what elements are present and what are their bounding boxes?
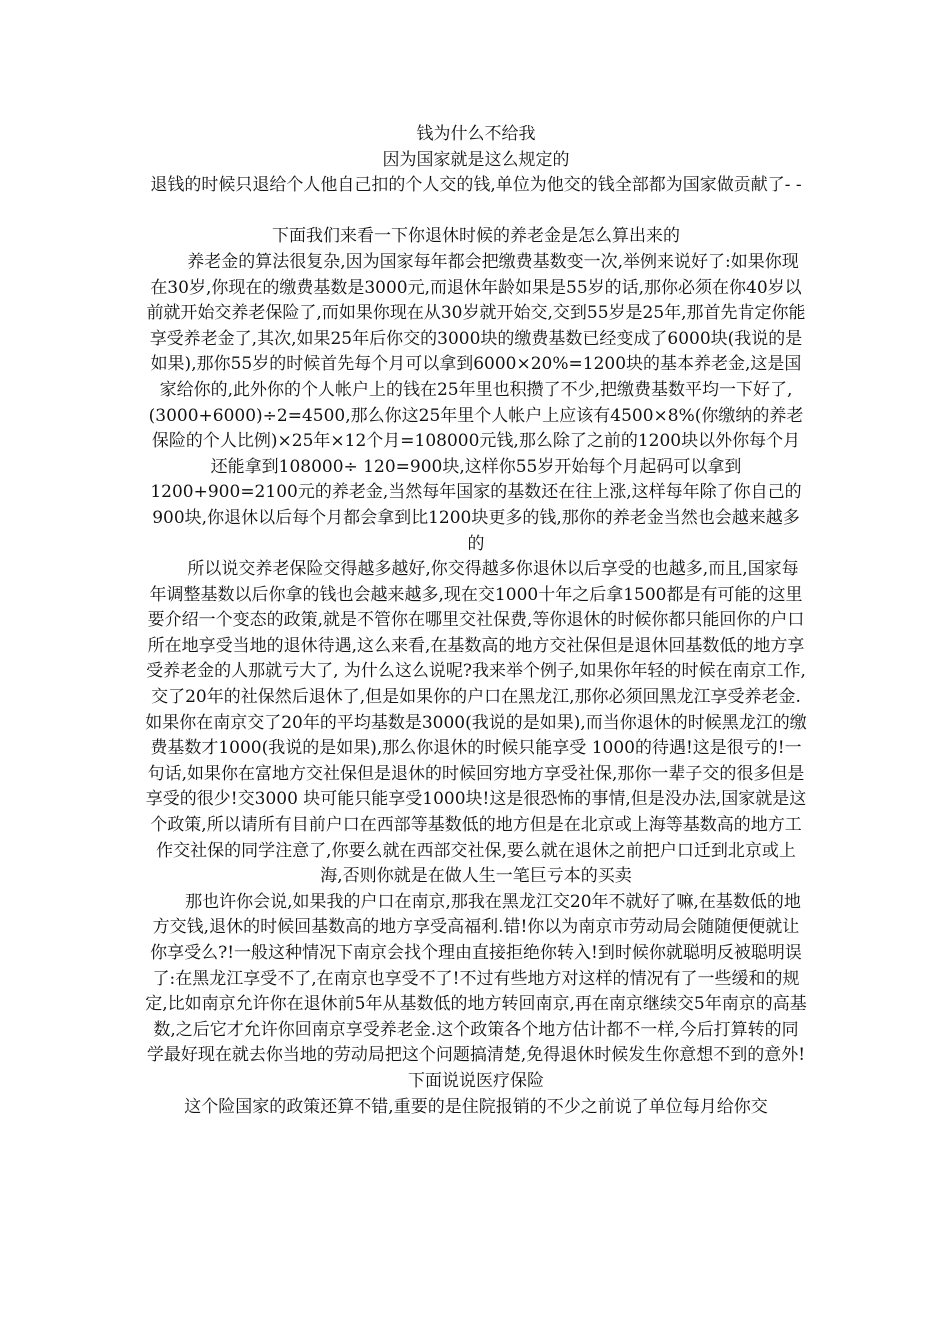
question-line: 钱为什么不给我 [416, 124, 536, 144]
answer-line: 因为国家就是这么规定的 [382, 149, 570, 170]
document-page [145, 122, 807, 1120]
paragraph-pension-policy: 所以说交养老保险交得越多越好,你交得越多你退休以后享受的也越多,而且,国家每年调整基数以后你拿的钱也会越来越多,现在交1000十年之后拿1500都是有可能的这里要介绍一个变态的政策,就是不管你在哪里交社保费,等你退休的时候你都只能回你的户口所在地享受当地的退休待遇,这么来看,在基数高的地方交社保但是退休回基数低的地方享受养老金的人那就亏大了, 为什么这么说呢?我来举个例子,如果你年轻的时候在南京工作,交了20年的社保然后退休了,但是如果你的户口在黑龙江,那你必须回黑龙江享受养老金.如果你在南京交了20年的平均基数是3000(我说的是如果),而当你退休的时候黑龙江的缴费基数才1000(我说的是如果),那么你退休的时候只能享受 1000的待遇!这是很亏的!一句话,如果你在富地方交社保但是退休的时候回穷地方享受社保,那你一辈子交的很多但是享受的很少!交3000 块可能只能享受1000块!这是很恐怖的事情,但是没办法,国家就是这个政策,所以请所有目前户口在西部等基数低的地方但是在北京或上海等基数高的地方工作交社保的同学注意了,你要么就在西部交社保,要么就在退休之前把户口迁到北京或上海,否则你就是在做人生一笔巨亏本的买卖 [145, 559, 807, 887]
paragraph-transfer-rules: 那也许你会说,如果我的户口在南京,那我在黑龙江交20年不就好了嘛,在基数低的地方交钱,退休的时候回基数高的地方享受高福利.错!你以为南京市劳动局会随随便便就让你享受么?!一般这种情况下南京会找个理由直接拒绝你转入!到时候你就聪明反被聪明误了:在黑龙江享受不了,在南京也享受不了!不过有些地方对这样的情况有了一些缓和的规定,比如南京允许你在退休前5年从基数低的地方转回南京,再在南京继续交5年南京的高基数,之后它才允许你回南京享受养老金.这个政策各个地方估计都不一样,今后打算转的同学最好现在就去你当地的劳动局把这个问题搞清楚,免得退休时候发生你意想不到的意外! [145, 891, 807, 1066]
section-heading-pension: 下面我们来看一下你退休时候的养老金是怎么算出来的 [272, 226, 680, 247]
paragraph-pension-calculation: 养老金的算法很复杂,因为国家每年都会把缴费基数变一次,举例来说好了:如果你现在30岁,你现在的缴费基数是3000元,而退休年龄如果是55岁的话,那你必须在你40岁以前就开始交养老保险了,而如果你现在从30岁就开始交,交到55岁是25年,那首先肯定你能享受养老金了,其次,如果25年后你交的3000块的缴费基数已经变成了6000块(我说的是如果),那你55岁的时候首先每个月可以拿到6000×20%=1200块的基本养老金,这是国家给你的,此外你的个人帐户上的钱在25年里也积攒了不少,把缴费基数平均一下好了,(3000+6000)÷2=4500,那么你这25年里个人帐户上应该有4500×8%(你缴纳的养老保险的个人比例)×25年×12个月=108000元钱,那么除了之前的1200块以外你每个月还能拿到108000÷ 120=900块,这样你55岁开始每个月起码可以拿到1200+900=2100元的养老金,当然每年国家的基数还在往上涨,这样每年除了你自己的 900块,你退休以后每个月都会拿到比1200块更多的钱,那你的养老金当然也会越来越多的 [146, 251, 806, 554]
explanation-line: 退钱的时候只退给个人他自己扣的个人交的钱,单位为他交的钱全部都为国家做贡献了- - [150, 175, 802, 196]
section-heading-medical: 下面说说医疗保险 [408, 1070, 544, 1091]
blank-line [145, 199, 807, 225]
paragraph-medical-insurance: 这个险国家的政策还算不错,重要的是住院报销的不少之前说了单位每月给你交 [184, 1096, 768, 1117]
